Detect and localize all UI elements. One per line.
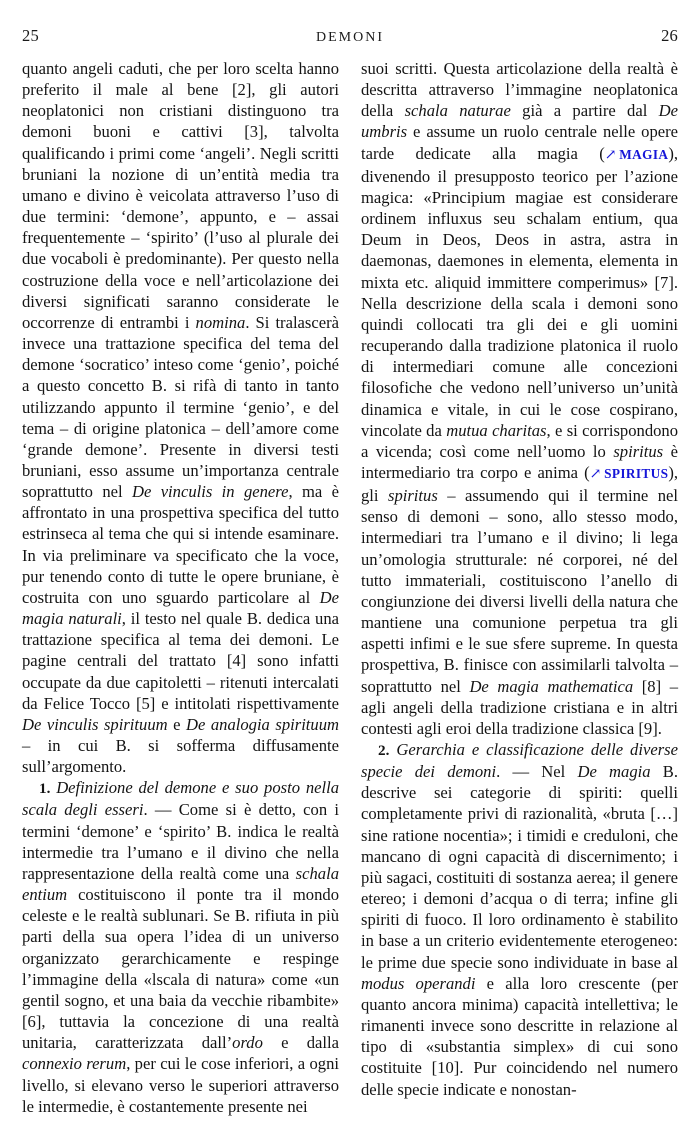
- column-right: [361, 58, 679, 1099]
- italic-title: nomina: [195, 312, 246, 332]
- italic-title: modus operandi: [361, 973, 476, 993]
- italic-title: De analogia spirituum: [186, 714, 339, 734]
- italic-title: De magia naturali: [22, 587, 339, 629]
- italic-title: ordo: [232, 1033, 263, 1053]
- folio-left: 25: [22, 26, 39, 45]
- italic-title: De magia mathematica: [469, 676, 634, 696]
- section-number: 1.: [39, 780, 51, 798]
- cross-reference-link[interactable]: [590, 466, 669, 481]
- italic-title: Definizione del demone e suo posto nella scala degli esseri: [22, 778, 339, 820]
- para-continued-right: suoi scritti. Questa articolazione della realtà è descritta attraverso l’immagine neoplatonica della schala naturae già a partire dal De umbris e assume un ruolo centrale nelle opere tarde dedicate alla magia (↗ MAGIA), divenendo il presupposto teorico per l’azione magica: «Principium magiae est considerare ordinem influxus seu schalam entium, qua Deum in Deos, Deos in astra, astra in daemonas, daemones in elementa, elementa in mixta etc. aliquid immittere comperimus» [7]. Nella descrizione della scala i demoni sono quindi collocati tra gli dei e gli uomini recuperando dalla tradizione platonica il ruolo di intermediari comune alle concezioni filosofiche che vedono nell’universo un’unità dinamica e vitale, in cui le cose cospirano, vincolate da mutua charitas, e si corrispondono a vicenda; così come nell’uomo lo spiritus è intermediario tra corpo e anima (↗ SPIRITUS), gli spiritus – assumendo qui il termine nel senso di demoni – sono, allo stesso modo, intermediari tra l’umano e il divino; li lega un’omologia strutturale: né corporei, né del tutto immateriali, costituiscono l’anello di congiunzione dei diversi livelli della natura che mantiene una comunione perpetua tra gli aspetti infimi e le sue sfere supreme. In questa prospettiva, B. finisce con assimilarli talvolta – soprattutto nel De magia mathematica [8] – agli angeli della tradizione cristiana e in altri contesti agli eroi della tradizione classica [9].: [361, 59, 679, 738]
- running-head-title: DEMONI: [316, 30, 384, 45]
- para-section-1: 1. Definizione del demone e suo posto nella scala degli esseri. — Come si è detto, con i termini ‘demone’ e ‘spirito’ B. indica le realtà intermedie tra l’umano e il divino che nella rappresentazione della realtà come una schala entium costituiscono il ponte tra il mondo celeste e le realtà sublunari. Se B. rifiuta in più parti della sua opera l’idea di un universo organizzato gerarchicamente e respinge l’immagine della «lscala di natura» come «un gentil sogno, et una baia da vecchie ribambite» [6], tuttavia la concezione di una realtà unitaria, caratterizzata dall’ordo e dalla connexio rerum, per cui le cose inferiori, a ogni livello, si elevano verso le superiori attraverso le intermedie, è costantemente presente nei: [22, 778, 340, 1116]
- italic-title: spiritus: [613, 441, 664, 461]
- para-section-2: 2. Gerarchia e classificazione delle diverse specie dei demoni. — Nel De magia B. descrive sei categorie di spiriti: quelli completamente privi di razionalità, «bruta […] sine ratione nocentia»; i timidi e creduloni, che mancano di ogni capacità di discernimento; i più sagaci, costituiti di sostanza aerea; il genere etereo; i demoni d’acqua o di terra; infine gli spiriti di fuoco. Il loro ordinamento è stabilito in base a un criterio evidentemente eterogeneo: le prime due specie sono individuate in base al modus operandi e alla loro crescente (per quanto ancora minima) capacità intellettiva; le rimanenti invece sono descritte in relazione al tipo di «substantia simplex» di cui sono costituite [10]. Pur coincidendo nel numero delle specie indicate e nonostan-: [361, 740, 678, 1099]
- cross-reference-label: MAGIA: [619, 146, 669, 162]
- italic-title: De vinculis in genere: [131, 482, 289, 502]
- column-left: [22, 58, 340, 1116]
- body-columns: [22, 58, 679, 1116]
- italic-title: schala naturae: [404, 101, 511, 121]
- running-head: [22, 26, 678, 48]
- italic-title: schala entium: [22, 863, 339, 905]
- cross-reference-label: SPIRITUS: [604, 465, 669, 481]
- italic-title: spiritus: [387, 486, 438, 506]
- italic-title: De umbris: [361, 101, 679, 142]
- italic-title: De vinculis spirituum: [22, 714, 168, 734]
- section-number: 2.: [378, 742, 390, 759]
- cross-reference-link[interactable]: [605, 147, 669, 162]
- italic-title: connexio rerum: [22, 1054, 127, 1074]
- cross-reference-arrow-icon: ↗: [604, 147, 620, 163]
- cross-reference-arrow-icon: ↗: [589, 466, 605, 482]
- italic-title: mutua charitas: [446, 420, 547, 440]
- para-continued: quanto angeli caduti, che per loro scelta hanno preferito il male al bene [2], gli autori neoplatonici non cristiani distinguono tra demoni buoni e cattivi [3], talvolta qualificando i primi come ‘angeli’. Negli scritti bruniani la nozione di un’entità media tra umano e divino è veicolata attraverso l’uso di due termini: ‘demone’, appunto, e – assai frequentemente – ‘spirito’ (l’uso al plurale dei due vocaboli è predominante). Per questo nella costruzione della voce e nell’articolazione dei diversi significati saranno considerate le occorrenze di entrambi i nomina. Si tralascerà invece una trattazione specifica del tema del demone ‘socratico’ inteso come ‘genio’, poiché a questo concetto B. si rifà di tanto in tanto utilizzando appunto il termine ‘genio’, e del tema – di origine platonica – dell’amore come ‘grande demone’. Presente in diversi testi bruniani, esso assume un’importanza centrale soprattutto nel De vinculis in genere, ma è affrontato in una prospettiva specifica del tutto estrinseca al tema che qui si intende esaminare. In via preliminare va specificato che la voce, pur tenendo conto di tutte le opere bruniane, è costruita con uno sguardo particolare al De magia naturali, il testo nel quale B. dedica una trattazione specifica al tema dei demoni. Le pagine centrali del trattato [4] sono infatti occupate da due capitoletti – ritenuti intercalati da Felice Tocco [5] e intitolati rispettivamente De vinculis spirituum e De analogia spirituum – in cui B. si sofferma diffusamente sull’argomento.: [22, 59, 340, 777]
- italic-title: Gerarchia e classificazione delle diverse specie dei demoni: [361, 740, 678, 782]
- folio-right: 26: [661, 26, 678, 45]
- italic-title: De magia: [577, 762, 651, 782]
